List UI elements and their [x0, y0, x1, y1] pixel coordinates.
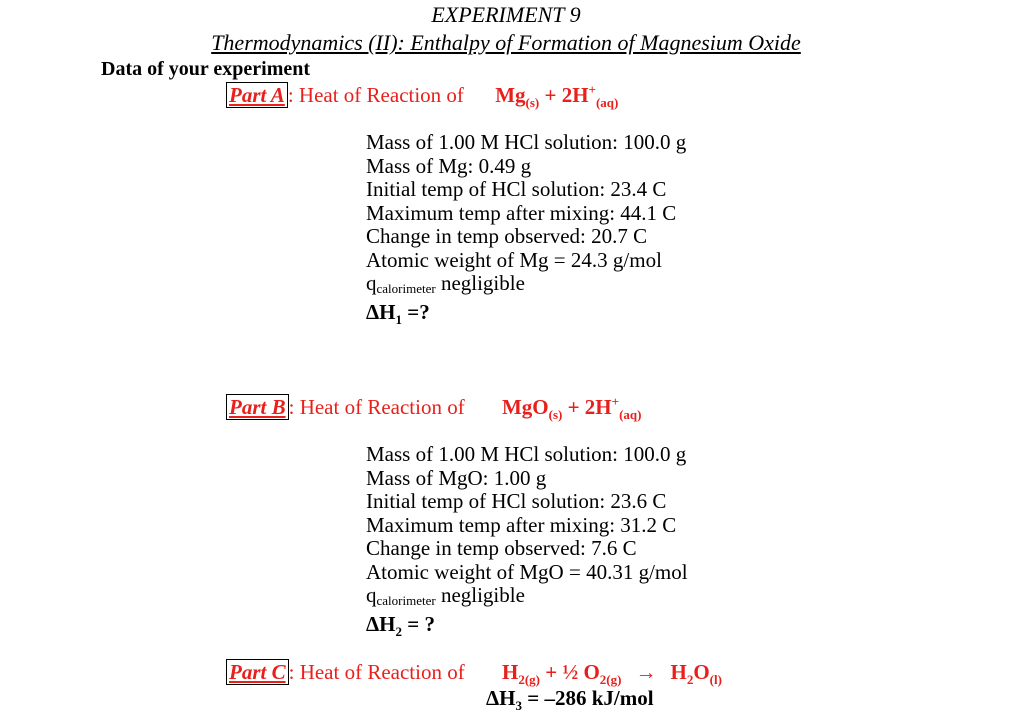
part-a-data: [366, 131, 686, 331]
experiment-title: EXPERIMENT 9: [431, 2, 581, 27]
part-b-delta-h: $\Delta H_2$ = ?: [366, 611, 435, 639]
part-b-reaction: $MgO_{(s)} + 2H^+_{(aq)}$: [501, 394, 642, 423]
part-b-initial-temp: Initial temp of HCl solution: 23.6 C: [366, 489, 667, 513]
part-a-mass-sample: Mass of Mg: 0.49 g: [366, 153, 532, 178]
part-b-label: Part B: [226, 394, 289, 420]
part-a-initial-temp: Initial temp of HCl solution: 23.4 C: [366, 177, 667, 201]
part-a-atomic-weight: Atomic weight of Mg = 24.3 g/mol: [366, 247, 662, 272]
part-c-header: [226, 659, 722, 688]
part-b-data: [366, 443, 688, 643]
part-a-separator: :: [287, 83, 299, 107]
part-b-atomic-weight: Atomic weight of MgO = 40.31 g/mol: [366, 559, 688, 584]
part-a-heading: Heat of Reaction of: [298, 83, 464, 107]
part-b-mass-sample: Mass of MgO: 1.00 g: [366, 465, 547, 490]
part-a-delta-h: $\Delta H_1$ =?: [366, 299, 430, 327]
part-a-label: Part A: [226, 82, 288, 108]
part-a-max-temp: Maximum temp after mixing: 44.1 C: [366, 200, 677, 225]
part-c-separator: :: [288, 660, 300, 684]
part-c-heading: Heat of Reaction of: [299, 660, 465, 684]
part-c-label: Part C: [226, 659, 289, 685]
part-b-heading: Heat of Reaction of: [299, 395, 465, 419]
part-b-separator: :: [288, 395, 300, 419]
part-a-mass-hcl: Mass of 1.00 M HCl solution: 100.0 g: [366, 130, 687, 154]
data-heading: Data of your experiment: [101, 58, 311, 80]
part-b-mass-hcl: Mass of 1.00 M HCl solution: 100.0 g: [366, 442, 687, 466]
part-a-change-temp: Change in temp observed: 20.7 C: [366, 224, 648, 248]
part-a-header: [226, 82, 618, 111]
part-c-delta-h: $\Delta H_3 = -286$ kJ/mol: [486, 686, 654, 714]
reaction-arrow-icon: →: [635, 660, 657, 684]
part-b-change-temp: Change in temp observed: 7.6 C: [366, 536, 637, 560]
part-a-q-calorimeter: qcalorimeter negligible: [366, 271, 525, 296]
part-b-q-calorimeter: qcalorimeter negligible: [366, 583, 525, 608]
experiment-subtitle: Thermodynamics (II): Enthalpy of Formation of Magnesium Oxide: [211, 30, 801, 55]
part-b-header: [226, 394, 641, 423]
part-c-reaction: $H_{2(g)}$ + ½ $O_{2(g)} \to H_2O_{(l)}$: [501, 660, 722, 688]
part-a-reaction: $Mg_{(s)} + 2H^+_{(aq)}$: [495, 82, 619, 111]
part-b-max-temp: Maximum temp after mixing: 31.2 C: [366, 512, 677, 537]
